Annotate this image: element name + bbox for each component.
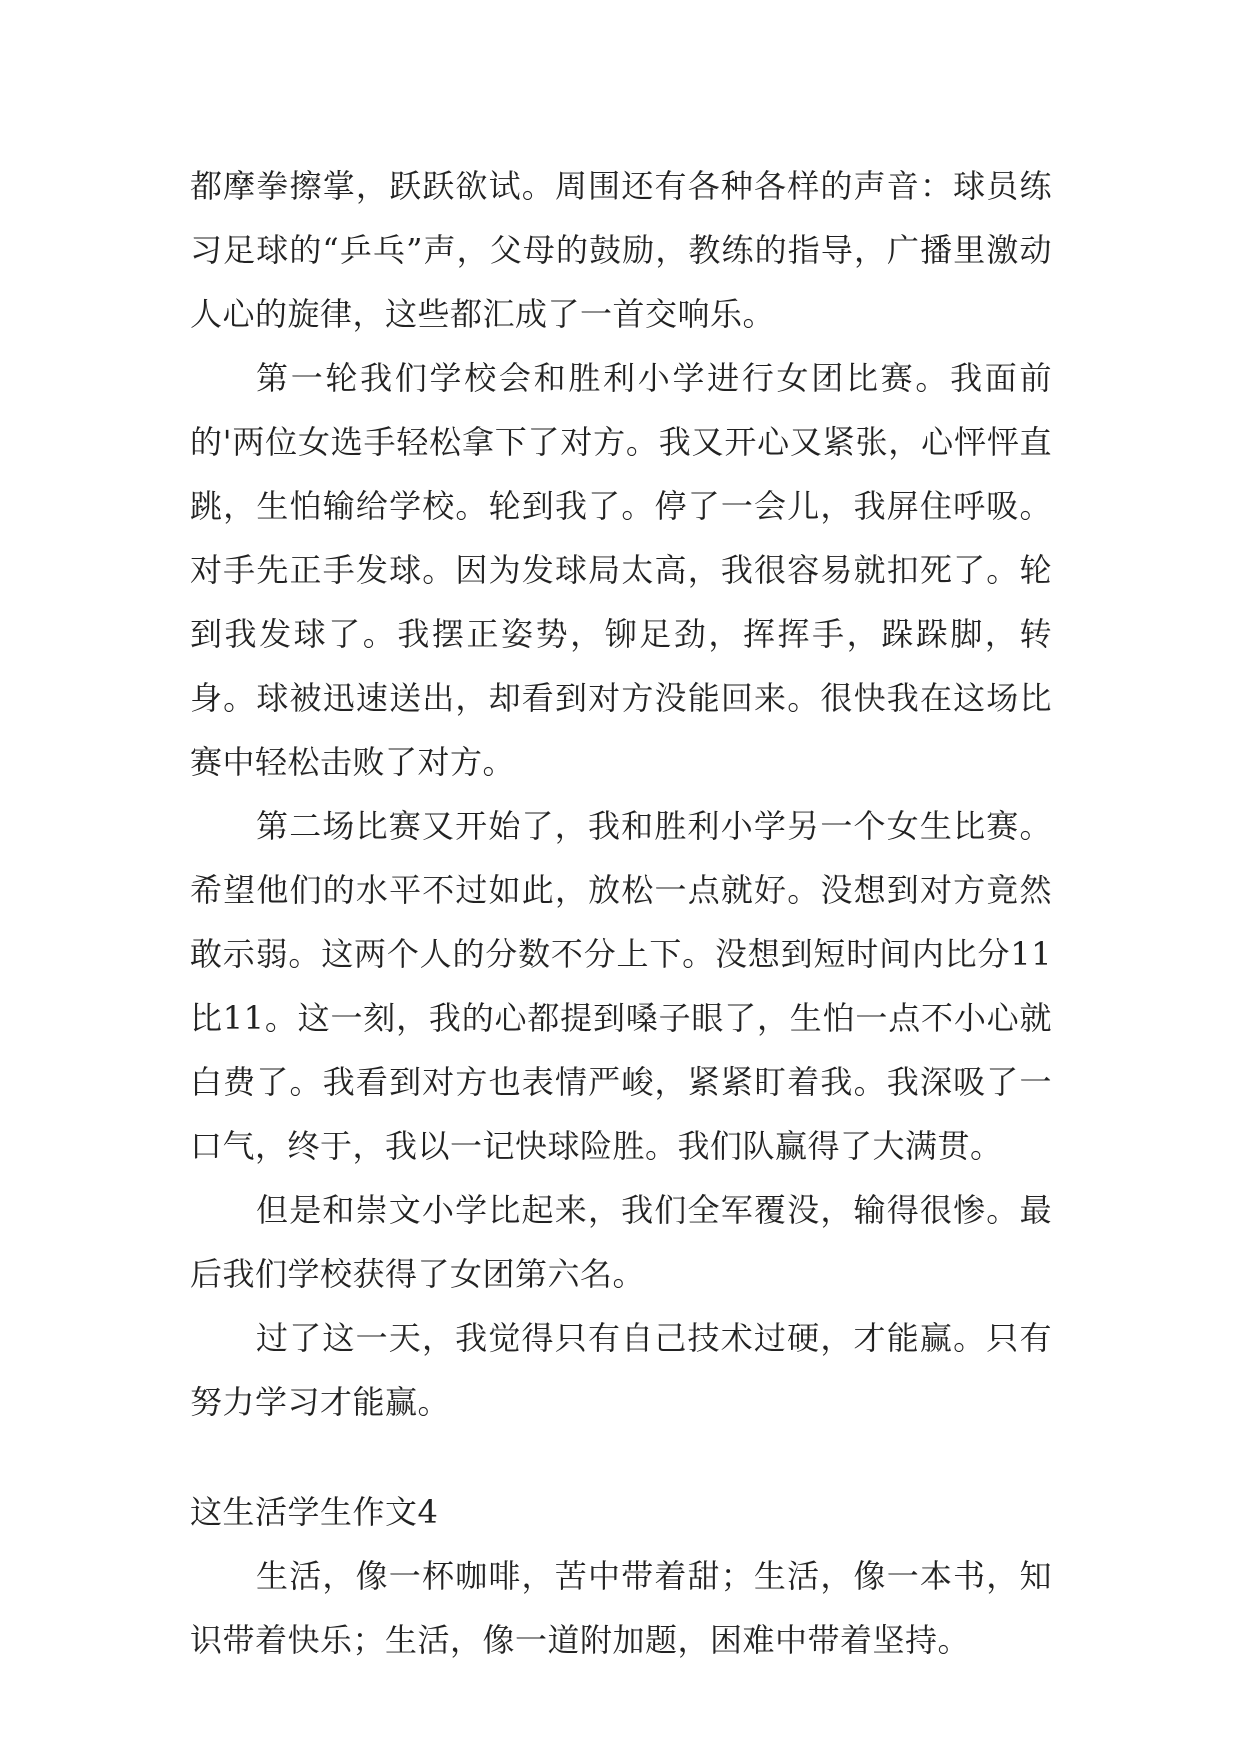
- document-page: [190, 154, 1052, 1672]
- paragraph-6: 生活，像一杯咖啡，苦中带着甜；生活，像一本书，知识带着快乐；生活，像一道附加题，困难中带着坚持。: [190, 1557, 1052, 1659]
- paragraph-5: 过了这一天，我觉得只有自己技术过硬，才能赢。只有努力学习才能赢。: [190, 1319, 1052, 1421]
- paragraph-3: 第二场比赛又开始了，我和胜利小学另一个女生比赛。希望他们的水平不过如此，放松一点就好。没想到对方竟然敢示弱。这两个人的分数不分上下。没想到短时间内比分11比11。这一刻，我的心都提到嗓子眼了，生怕一点不小心就白费了。我看到对方也表情严峻，紧紧盯着我。我深吸了一口气，终于，我以一记快球险胜。我们队赢得了大满贯。: [190, 807, 1052, 1165]
- paragraph-4: 但是和崇文小学比起来，我们全军覆没，输得很惨。最后我们学校获得了女团第六名。: [190, 1191, 1052, 1293]
- paragraph-2: 第一轮我们学校会和胜利小学进行女团比赛。我面前的'两位女选手轻松拿下了对方。我又开心又紧张，心怦怦直跳，生怕输给学校。轮到我了。停了一会儿，我屏住呼吸。对手先正手发球。因为发球局太高，我很容易就扣死了。轮到我发球了。我摆正姿势，铆足劲，挥挥手，跺跺脚，转身。球被迅速送出，却看到对方没能回来。很快我在这场比赛中轻松击败了对方。: [190, 359, 1052, 781]
- paragraph-1: 都摩拳擦掌，跃跃欲试。周围还有各种各样的声音：球员练习足球的“乒乓”声，父母的鼓励，教练的指导，广播里激动人心的旋律，这些都汇成了一首交响乐。: [190, 167, 1052, 333]
- section-heading: 这生活学生作文4: [190, 1493, 439, 1531]
